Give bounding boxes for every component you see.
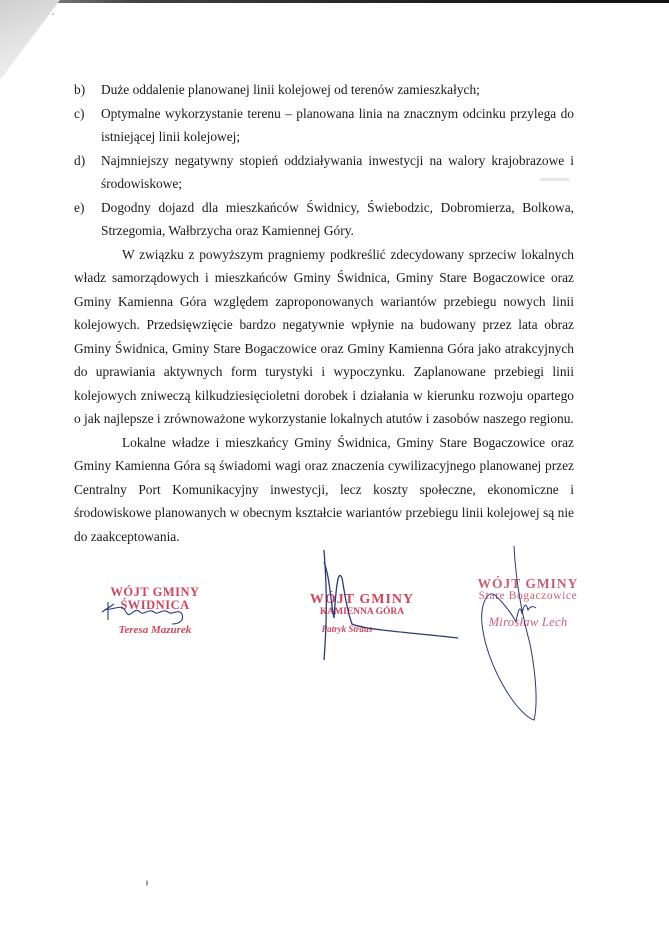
- list-marker: d): [74, 152, 86, 168]
- stamp-signatory-name: Teresa Mazurek: [118, 624, 192, 636]
- scan-speck: [52, 13, 54, 15]
- stamp-municipality: Stare Bogaczowice: [478, 590, 578, 602]
- list-item-e: [74, 196, 574, 243]
- list-item-c: [74, 102, 574, 149]
- stamp-municipality: ŚWIDNICA: [120, 598, 190, 612]
- stamp-signatory-name: Patryk Straus: [321, 624, 373, 634]
- scan-edge-shadow: [0, 0, 669, 3]
- paragraph-conclusion: Lokalne władze i mieszkańcy Gminy Świdnica, Gminy Stare Bogaczowice oraz Gminy Kamienna Góra są świadomi wagi oraz znaczenia cywilizacyjnego planowanej przez Centralny Port Komunikacyjny inwestycji, lecz koszty społeczne, ekonomiczne i środowiskowe planowanych w obecnym kształcie wariantów przebiegu linii kolejowej są nie do zaakceptowania.: [74, 434, 574, 544]
- list-marker: e): [74, 199, 85, 215]
- scan-corner-fold: [0, 0, 60, 80]
- stamp-stare-bogaczowice: [468, 577, 588, 630]
- stamp-title: WÓJT GMINY: [309, 592, 415, 607]
- stamp-title: WÓJT GMINY: [477, 576, 579, 591]
- list-marker: c): [74, 105, 85, 121]
- list-text: Najmniejszy negatywny stopień oddziaływania inwestycji na walory krajobrazowe i środowiskowe;: [101, 152, 574, 191]
- stamp-kamienna-gora: [302, 593, 422, 634]
- stamp-title: WÓJT GMINY: [110, 585, 200, 599]
- list-text: Optymalne wykorzystanie terenu – planowana linia na znacznym odcinku przylega do istniejącej linii kolejowej;: [101, 105, 574, 144]
- scan-speck: [146, 880, 148, 886]
- stamp-swidnica: [100, 586, 210, 636]
- signature-lech: [476, 544, 556, 724]
- stamp-signatory-name: Mirosław Lech: [488, 615, 568, 629]
- list-item-b: [74, 78, 574, 102]
- list-marker: b): [74, 82, 86, 97]
- list-text: Duże oddalenie planowanej linii kolejowej od terenów zamieszkałych;: [101, 82, 480, 97]
- list-item-d: [74, 149, 574, 196]
- list-text: Dogodny dojazd dla mieszkańców Świdnicy, Świebodzic, Dobromierza, Bolkowa, Strzegomia, Wałbrzycha oraz Kamiennej Góry.: [101, 199, 574, 238]
- paragraph-opposition: W związku z powyższym pragniemy podkreślić zdecydowany sprzeciw lokalnych władz samorządowych i mieszkańców Gminy Świdnica, Gminy Stare Bogaczowice oraz Gminy Kamienna Góra względem zaproponowanych wariantów przebiegu nowych linii kolejowych. Przedsięwzięcie bardzo negatywnie wpłynie na budowany przez lata obraz Gminy Świdnica, Gminy Stare Bogaczowice oraz Gminy Kamienna Góra jako atrakcyjnych do uprawiania aktywnych form turystyki i wypoczynku. Zaplanowane przebiegi linii kolejowych zniweczą kilkudziesięcioletni dorobek i działania w kierunku rozwoju opartego o jak najlepsze i zrównoważone wykorzystanie lokalnych atutów i zasobów naszego regionu.: [74, 246, 574, 426]
- letter-body: [74, 78, 574, 548]
- stamp-municipality: KAMIENNA GÓRA: [319, 607, 405, 617]
